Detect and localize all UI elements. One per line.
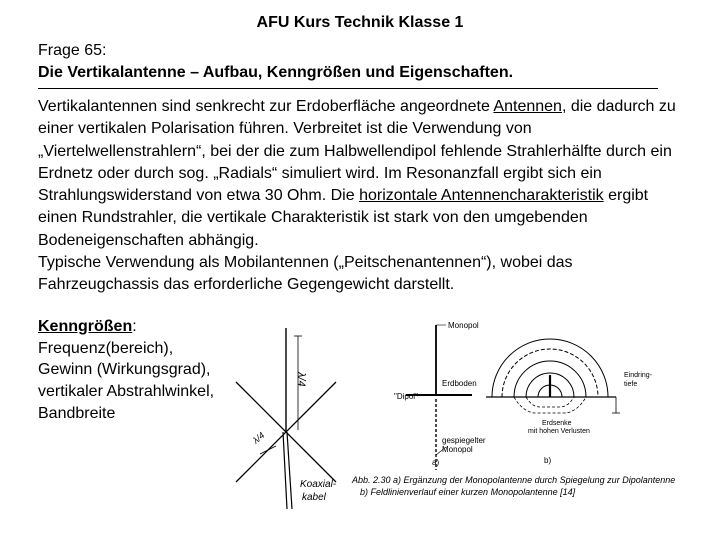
radial-length-mark: λ/4 — [250, 430, 267, 446]
paragraph-description — [38, 96, 678, 252]
erdsenke-label-2: mit hohen Verlusten — [528, 428, 590, 435]
label-b: b) — [544, 456, 552, 465]
ground-plane-antenna-figure — [232, 324, 337, 529]
figure-caption-line1: Abb. 2.30 a) Ergänzung der Monopolantenne durch Spiegelung zur Dipolantenne — [352, 475, 676, 485]
earth-field-lines — [514, 397, 586, 413]
kenngroessen-colon: : — [132, 318, 137, 335]
monopole-mirror-figure — [346, 315, 706, 505]
question-title: Die Vertikalantenne – Aufbau, Kenngrößen und Eigenschaften. — [38, 64, 514, 81]
title-divider — [38, 88, 658, 89]
erdsenke-label-1: Erdsenke — [542, 420, 572, 427]
underlined-term-antennencharakteristik: horizontale Antennencharakteristik — [359, 187, 604, 205]
coax-label-line2: kabel — [302, 492, 326, 503]
kenngroesse-item: Frequenz(bereich), — [38, 339, 174, 357]
dipol-label: "Dipol" — [394, 392, 418, 401]
coax-cable-line — [287, 432, 292, 509]
gespiegelt-label-1: gespiegelter — [442, 436, 486, 445]
text-span: ergibt einen Rundstrahler, die vertikale Charakteristik ist stark von den umgebenden Bodeneigenschaften abhängig. — [38, 187, 649, 249]
kenngroessen-label: Kenngrößen — [38, 318, 133, 335]
text-span: , die dadurch zu einer vertikalen Polarisation führen. Verbreitet ist die Verwendung von „Viertelwellenstrahlern“, bei der die zum Halbwellendipol fehlende Strahlerhälfte durch ein Erdnetz oder durch sog. „Radials“ simuliert wird. Im Resonanzfall ergibt sich ein Strahlungswiderstand von etwa 30 Ohm. Die — [38, 98, 676, 205]
paragraph-usage: Typische Verwendung als Mobilantennen („Peitschenantennen“), wobei das Fahrzeugchassis das erforderliche Gegengewicht darstellt. — [38, 254, 573, 294]
body-text — [38, 96, 678, 297]
label-a: a) — [432, 458, 440, 467]
question-number: Frage 65: — [38, 42, 107, 59]
gespiegelt-label-2: Monopol — [442, 445, 473, 454]
kenngroesse-item: Gewinn (Wirkungsgrad), — [38, 361, 211, 379]
monopol-label: Monopol — [448, 321, 479, 330]
figure-caption-line2: b) Feldlinienverlauf einer kurzen Monopolantenne [14] — [360, 487, 576, 497]
kenngroesse-item: vertikaler Abstrahlwinkel, — [38, 383, 215, 401]
lambda-quarter-label: λ/4 — [295, 372, 307, 387]
erdboden-label: Erdboden — [442, 379, 477, 388]
page-header: AFU Kurs Technik Klasse 1 — [256, 14, 464, 31]
eindringtiefe-label-2: tiefe — [624, 381, 638, 388]
eindringtiefe-label-1: Eindring- — [624, 372, 653, 379]
underlined-term-antennen: Antennen — [493, 98, 562, 115]
text-span: Vertikalantennen sind senkrecht zur Erdoberfläche angeordnete — [38, 98, 494, 115]
coax-label-line1: Koaxial- — [300, 479, 337, 490]
kenngroesse-item: Bandbreite — [38, 404, 116, 422]
